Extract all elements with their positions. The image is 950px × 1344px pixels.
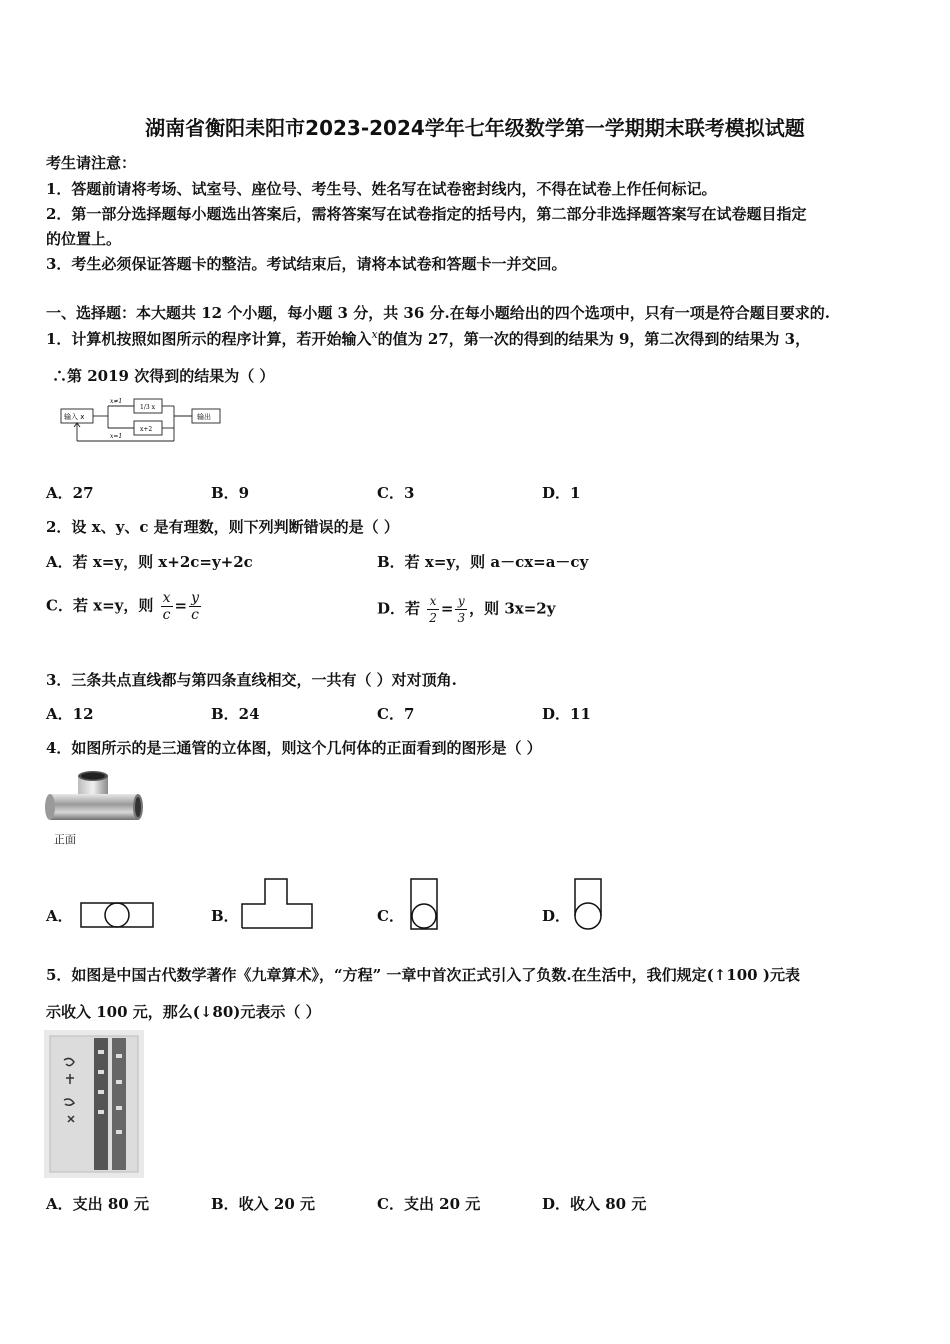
q5-option-a[interactable]: A．支出 80 元 [46,1195,149,1213]
option-b-shape[interactable] [240,876,316,931]
q4-option-d-label[interactable]: D． [542,907,571,925]
option-a-shape[interactable] [80,900,155,930]
q1-stem-a: 1．计算机按照如图所示的程序计算，若开始输入 [46,330,372,348]
fraction-y-over-c: $\frac{y}{c}$ [191,590,200,623]
q3-option-b[interactable]: B．24 [211,705,260,723]
fraction-x-over-c: $\frac{x}{c}$ [162,590,171,623]
q4-option-a-label[interactable]: A． [46,907,73,925]
fraction-y-over-3: $\frac{y}{3}$ [457,594,466,625]
book-cover-image [44,1030,144,1178]
flow-cond1: x≠1 [110,398,123,405]
q5-option-c[interactable]: C．支出 20 元 [377,1195,481,1213]
q2-option-d[interactable]: D．若 $\frac{x}{2}$ = $\frac{y}{3}$ ，则 3x=2y [377,594,556,625]
q3-stem: 3．三条共点直线都与第四条直线相交，一共有（ ）对对顶角. [46,671,457,689]
notice-item-3: 3．考生必须保证答题卡的整洁。考试结束后，请将本试卷和答题卡一并交回。 [46,255,567,273]
fraction-x-over-2: $\frac{x}{2}$ [429,594,437,625]
q2-option-d-post: ，则 3x=2y [469,599,556,618]
q5-option-b[interactable]: B．收入 20 元 [211,1195,315,1213]
q2-option-c[interactable]: C．若 x=y，则 $\frac{x}{c}$ = $\frac{y}{c}$ [46,590,200,623]
q2-option-a[interactable]: A．若 x=y，则 x+2c=y+2c [46,553,253,571]
q1-option-a[interactable]: A．27 [46,484,94,502]
q1-stem-line2: ∴第 2019 次得到的结果为（ ） [52,367,275,385]
flow-input-label: 输入 x [64,413,85,421]
q3-option-d[interactable]: D．11 [542,705,591,723]
notice-item-2-cont: 的位置上。 [46,230,122,248]
flowchart-diagram [60,393,225,445]
flow-box1-label: 1/3 x [140,404,155,411]
notice-item-2: 2．第一部分选择题每小题选出答案后，需将答案写在试卷指定的括号内，第二部分非选择题答案写在试卷题目指定 [46,205,807,223]
option-c-shape[interactable] [408,876,440,932]
q2-option-b[interactable]: B．若 x=y，则 a－cx=a－cy [377,553,589,571]
exam-title: 湖南省衡阳耒阳市2023-2024学年七年级数学第一学期期末联考模拟试题 [145,116,805,140]
notice-item-1: 1．答题前请将考场、试室号、座位号、考生号、姓名写在试卷密封线内，不得在试卷上作任何标记。 [46,180,717,198]
q1-option-c[interactable]: C．3 [377,484,415,502]
notice-heading: 考生请注意： [46,154,137,172]
q2-stem: 2．设 x、y、c 是有理数，则下列判断错误的是（ ） [46,518,399,536]
tee-pipe-image [44,768,144,828]
q5-stem-line1: 5．如图是中国古代数学著作《九章算术》，“方程” 一章中首次正式引入了负数.在生活中，我们规定(↑100 )元表 [46,966,800,984]
section-heading: 一、选择题：本大题共 12 个小题，每小题 3 分，共 36 分.在每小题给出的四个选项中，只有一项是符合题目要求的. [46,304,830,322]
q4-option-c-label[interactable]: C． [377,907,404,925]
q1-stem-b: 的值为 27，第一次的得到的结果为 9，第二次得到的结果为 3， [377,330,811,348]
q1-stem-line1 [46,328,810,349]
q3-option-c[interactable]: C．7 [377,705,415,723]
front-view-label: 正面 [54,833,76,846]
q1-option-b[interactable]: B．9 [211,484,250,502]
q5-option-d[interactable]: D．收入 80 元 [542,1195,647,1213]
q2-option-d-pre: D．若 [377,599,421,618]
q4-option-b-label[interactable]: B． [211,907,239,925]
option-d-shape[interactable] [572,876,604,932]
q2-option-c-pre: C．若 x=y，则 [46,596,154,615]
flow-output-label: 输出 [197,413,211,421]
q1-option-d[interactable]: D．1 [542,484,581,502]
q3-option-a[interactable]: A．12 [46,705,94,723]
q1-var: x [371,328,378,341]
flow-cond2: x=1 [110,433,123,440]
q5-stem-line2: 示收入 100 元，那么(↓80)元表示（ ） [46,1003,321,1021]
q4-stem: 4．如图所示的是三通管的立体图，则这个几何体的正面看到的图形是（ ） [46,739,542,757]
flow-box2-label: x+2 [140,426,153,433]
